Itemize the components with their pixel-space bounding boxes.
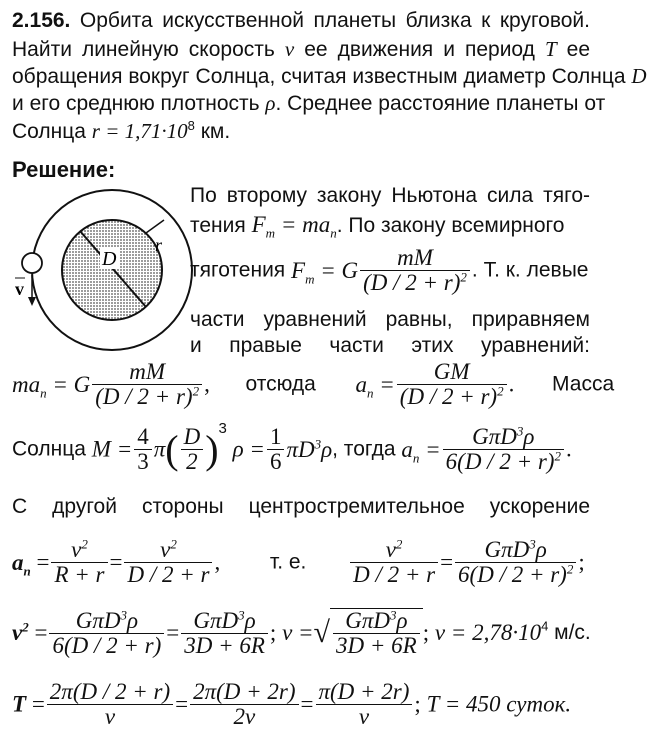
velocity-result: v = 2,78·10 bbox=[434, 620, 542, 645]
var-D: D bbox=[631, 64, 647, 88]
text-3a: тяготения bbox=[190, 258, 286, 282]
var-v: v bbox=[284, 37, 295, 61]
problem-number: 2.156. bbox=[12, 9, 71, 32]
text-line-1: По второму закону Ньютона сила тяго- bbox=[190, 184, 590, 207]
text-2a: тения bbox=[190, 214, 246, 237]
text-line-2 bbox=[190, 212, 590, 239]
problem-line-4 bbox=[12, 90, 606, 117]
problem-line-3 bbox=[12, 63, 647, 90]
text-te: т. е. bbox=[269, 550, 307, 574]
eq-line-6: $ma_n = G$ $\frac{mM}{(D / 2 + r)^2}$ , отсюда $a_n$ = $\frac{GM}{(D / 2 + r)^2}$ . Масса bbox=[12, 359, 615, 409]
distance-formula: r = 1,71·10 bbox=[91, 119, 188, 143]
text-7b: , тогда bbox=[332, 437, 396, 461]
problem-text-5a: Солнца bbox=[12, 120, 86, 143]
eq-line-9: $a_n$ = $\frac{v^2}{R + r}$ = $\frac{v^2}{D / 2 + r}$ , т. е. $\frac{v^2}{D / 2 + r}$ = GπD$^3$ρ $6(D / 2 + r)^2$ ; bbox=[12, 536, 585, 587]
label-r: r bbox=[155, 235, 163, 255]
text-2b: . По закону всемирного bbox=[336, 214, 565, 237]
text-7a: Солнца bbox=[12, 437, 86, 461]
problem-text-4b: . Среднее расстояние планеты от bbox=[275, 92, 606, 115]
eq-line-11: T = $\frac{2\pi(D / 2 + r)}{v}$ = $\frac{2\pi(D + 2r)}{2v}$ = $\frac{\pi(D + 2r)}{v}$ ; T = 450 суток. bbox=[12, 679, 572, 729]
text-3b: . Т. к. левые bbox=[471, 258, 589, 282]
problem-line-2 bbox=[12, 36, 590, 63]
problem-line-1 bbox=[12, 8, 590, 34]
solution-heading: Решение: bbox=[12, 157, 116, 182]
radius-line bbox=[146, 220, 164, 233]
problem-line-5 bbox=[12, 118, 590, 145]
text-line-5: и правые части этих уравнений: bbox=[190, 334, 590, 357]
velocity-unit: м/с. bbox=[554, 621, 591, 644]
problem-text-4a: и его среднюю плотность bbox=[12, 92, 260, 115]
var-rho: ρ bbox=[265, 91, 276, 115]
gravity-fraction: $\frac{mM}{(D / 2 + r)^2}$ bbox=[360, 246, 470, 295]
eq-line-10: $v^2$ = GπD$^3$ρ 6(D / 2 + r) = GπD$^3$ρ 3D + 6R ; v =√ GπD$^3$ρ 3D + 6R ; $v = 2,78\cdot 10^4$ м/с. bbox=[12, 606, 591, 658]
problem-text-2a: Найти линейную скорость bbox=[12, 38, 275, 61]
sun-circle bbox=[62, 220, 162, 320]
text-line-4: части уравнений равны, приравняем bbox=[190, 308, 590, 331]
period-result: T = 450 суток. bbox=[426, 691, 572, 717]
velocity-arrowhead bbox=[28, 297, 36, 306]
var-T: T bbox=[544, 37, 557, 61]
text-line-8: С другой стороны центростремительное ускорение bbox=[12, 495, 590, 518]
gravity-law: $F_т = G$ bbox=[291, 257, 359, 287]
planet-circle bbox=[22, 253, 42, 273]
text-otsyuda: отсюда bbox=[245, 372, 316, 396]
distance-unit: км. bbox=[200, 120, 231, 143]
label-D: D bbox=[102, 248, 117, 270]
label-v: v bbox=[15, 279, 24, 299]
text-massa: Масса bbox=[552, 372, 615, 396]
problem-text-3a: обращения вокруг Солнца, считая известным диаметр Солнца bbox=[12, 65, 626, 88]
problem-text-2b: ее движения и период bbox=[304, 38, 535, 61]
velocity-exponent: 4 bbox=[541, 618, 549, 634]
text-line-3 bbox=[190, 246, 590, 295]
orbit-diagram bbox=[12, 185, 187, 360]
distance-exponent: 8 bbox=[187, 118, 195, 133]
eq-line-7: Солнца M = $\frac{4}{3}$ π( $\frac{D}{2}$ )$^3$ ρ = $\frac{1}{6}$ $\pi D^3\rho$, тогда $a_n$ = GπD$^3$ρ $6(D / 2 + r)^2$ . bbox=[12, 420, 572, 474]
problem-text-1: Орбита искусственной планеты близка к круговой. bbox=[79, 9, 590, 32]
problem-text-2c: ее bbox=[566, 38, 591, 61]
newton-law: $F_т = ma_n$ bbox=[251, 212, 337, 241]
